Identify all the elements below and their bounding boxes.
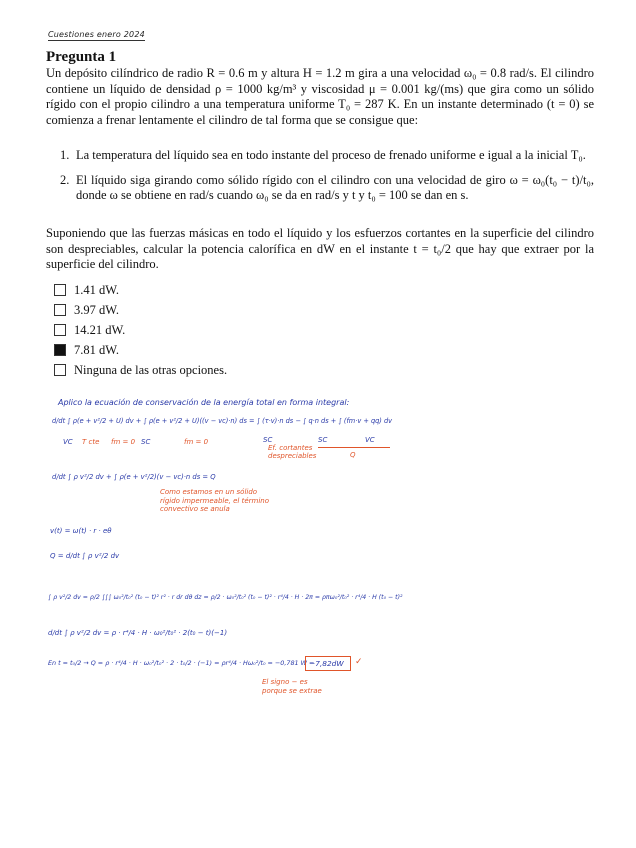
hw-label-sc: SC: [263, 436, 273, 444]
hw-intro-line: Aplico la ecuación de conservación de la energía total en forma integral:: [58, 398, 350, 407]
condition-number: 1.: [60, 148, 70, 162]
checkbox-icon[interactable]: [54, 324, 66, 336]
checkbox-icon[interactable]: [54, 284, 66, 296]
option-label: 7.81 dW.: [74, 342, 120, 357]
condition-item: [60, 148, 594, 164]
hw-kinetic-integral: ∫ ρ v²/2 dv = ρ/2 ∫∫∫ ω₀²/t₀² (t₀ − t)² r² · r dr dθ dz = ρ/2 · ω₀²/t₀² (t₀ − t)² · r⁴/4 · H · 2π = ρπω₀²/t₀² · r⁴/4 · H (t₀ − t)²: [48, 594, 403, 601]
hw-reduced-equation: d/dt ∫ ρ v²/2 dv + ∫ ρ(e + v²/2)(v − vc)·n ds = Q: [52, 473, 216, 481]
question-text: Suponiendo que las fuerzas másicas en todo el líquido y los esfuerzos cortantes en la superficie del cilindro son despreciables, calcular la potencia calorífica en dW en el instante t = t₀/2 que hay que extraer por la superficie del cilindro.: [46, 226, 594, 272]
hw-q-label: Q: [350, 451, 356, 459]
checkbox-icon[interactable]: [54, 364, 66, 376]
answer-option-selected[interactable]: [54, 340, 227, 360]
condition-text: La temperatura del líquido sea en todo instante del proceso de frenado uniforme e igual a la inicial T₀.: [76, 148, 586, 162]
checkbox-icon[interactable]: [54, 304, 66, 316]
hw-label-fm0: fm = 0: [111, 438, 136, 446]
hw-energy-equation: d/dt ∫ ρ(e + v²/2 + U) dv + ∫ ρ(e + v²/2 + U)((v − vc)·n) ds = ∫ (τ·v)·n ds − ∫ q·n ds + ∫ (fm·v + qq) dv: [52, 417, 393, 425]
hw-label-vc: VC: [63, 438, 73, 446]
answer-option[interactable]: [54, 280, 227, 300]
hw-q-definition: Q = d/dt ∫ ρ v²/2 dv: [50, 552, 120, 560]
option-label: 1.41 dW.: [74, 282, 120, 297]
hw-label-sc: SC: [318, 436, 328, 444]
condition-number: 2.: [60, 172, 70, 187]
option-label: 3.97 dW.: [74, 302, 120, 317]
hw-note-signo: El signo − es porque se extrae: [262, 678, 322, 695]
answer-option[interactable]: [54, 300, 227, 320]
answer-options: [54, 280, 227, 380]
hw-q-underline: [318, 447, 390, 448]
answer-option[interactable]: [54, 360, 227, 380]
hw-note-cortantes: Ef. cortantes despreciables: [268, 444, 317, 460]
hw-label-vc: VC: [365, 436, 375, 444]
hw-label-sc: SC: [141, 438, 151, 446]
hw-evaluation: En t = t₀/2 → Q = ρ · r⁴/4 · H · ω₀²/t₀² · 2 · t₀/2 · (−1) = ρr⁴/4 · Hω₀²/t₀ = −0,781 W =: [48, 659, 315, 667]
answer-option[interactable]: [54, 320, 227, 340]
question-title: Pregunta 1: [46, 49, 117, 65]
hw-label-fm0: fm = 0: [184, 438, 209, 446]
hw-derivative: d/dt ∫ ρ v²/2 dv = ρ · r⁴/4 · H · ω₀²/t₀² · 2(t₀ − t)(−1): [48, 629, 228, 637]
hw-velocity: v(t) = ω(t) · r · eθ: [50, 527, 112, 535]
condition-text: El líquido siga girando como sólido rígido con el cilindro con una velocidad de giro ω = ω₀(t₀ − t)/t₀, donde ω se obtiene en rad/s cuando ω₀ se da en rad/s y t y t₀ = 100 se dan en s.: [76, 172, 594, 203]
handwritten-header: Cuestiones enero 2024: [48, 30, 145, 39]
checked-checkbox-icon[interactable]: [54, 344, 66, 356]
condition-item: [60, 173, 594, 204]
option-label: Ninguna de las otras opciones.: [74, 362, 228, 377]
check-icon: ✓: [355, 657, 363, 667]
conditions-list: [60, 148, 594, 213]
hw-result: −7,82dW: [309, 659, 344, 668]
hw-note-solido: Como estamos en un sólido rígido impermeable, el término convectivo se anula: [160, 488, 270, 513]
hw-label-tcte: T cte: [82, 438, 100, 446]
option-label: 14.21 dW.: [74, 322, 126, 337]
problem-statement: Un depósito cilíndrico de radio R = 0.6 m y altura H = 1.2 m gira a una velocidad ω₀ = 0.8 rad/s. El cilindro contiene un líquido de densidad ρ = 1000 kg/m³ y viscosidad μ = 0.001 kg/(ms) que gira como un sólido rígido con el propio cilindro a una temperatura uniforme T₀ = 287 K. En un instante determinado (t = 0) se comienza a frenar lentamente el cilindro de tal forma que se consigue que:: [46, 66, 594, 127]
